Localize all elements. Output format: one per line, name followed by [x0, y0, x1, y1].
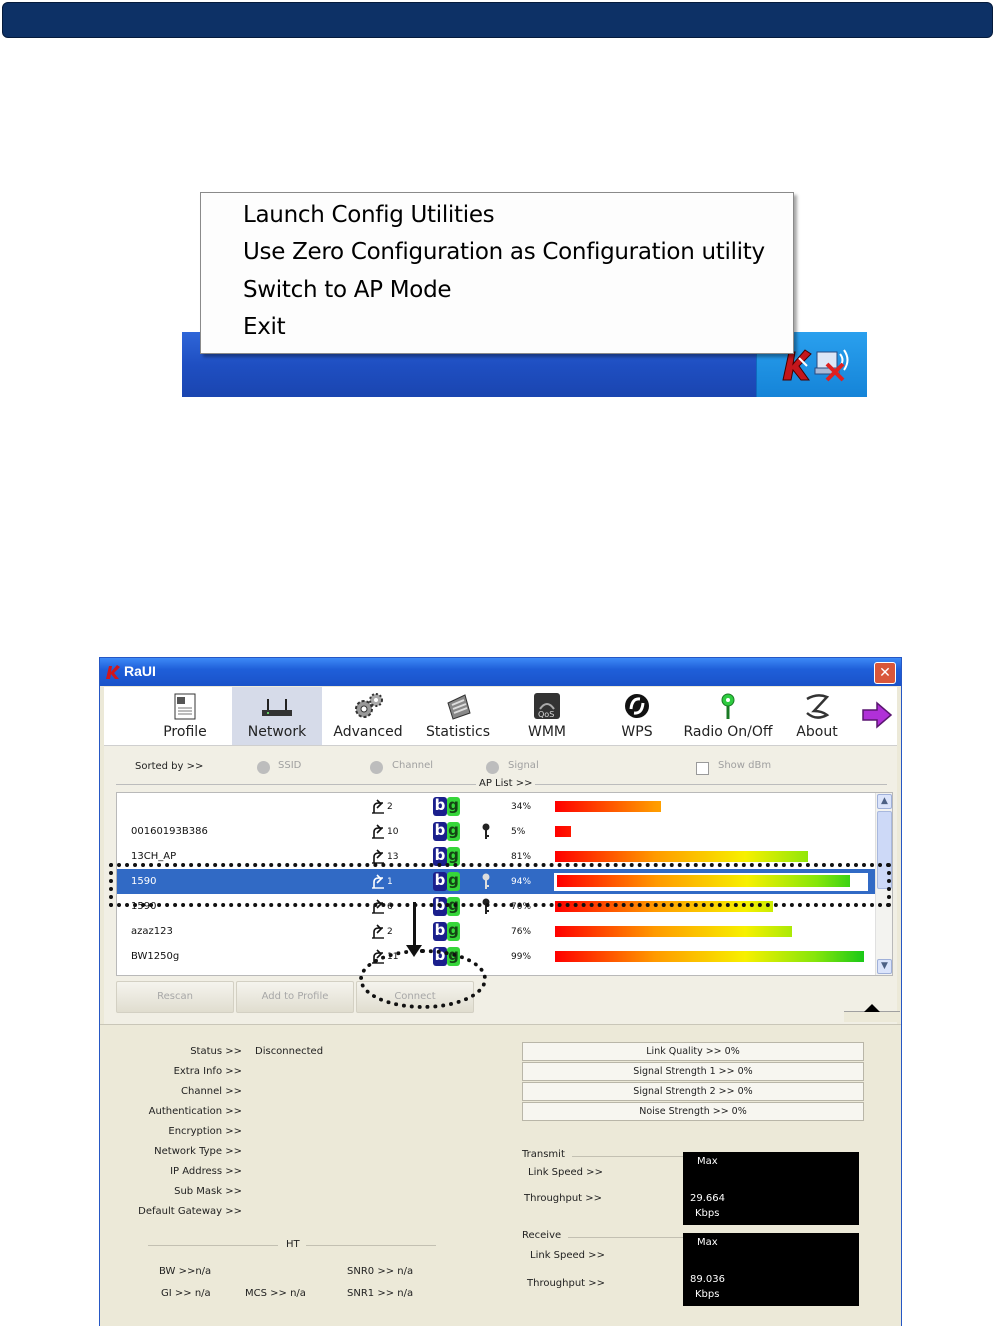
- transmit-unit: Kbps: [695, 1208, 720, 1219]
- tab-profile[interactable]: [144, 687, 226, 745]
- mode-g-icon: g: [448, 946, 459, 964]
- noise-strength-meter: Noise Strength >> 0%: [522, 1102, 864, 1121]
- scroll-down-button[interactable]: ▼: [877, 959, 892, 974]
- arrow-right-icon[interactable]: [861, 700, 893, 730]
- status-value: Disconnected: [255, 1046, 324, 1057]
- tab-label: Statistics: [426, 724, 490, 740]
- tab-label: Network: [247, 724, 307, 740]
- mode-b-icon: b: [434, 871, 446, 889]
- header-bar: [2, 2, 993, 38]
- ap-channel: 11: [387, 952, 399, 962]
- mode-g-icon: g: [448, 796, 459, 814]
- menu-item-exit[interactable]: Exit: [243, 314, 286, 340]
- ap-ssid: BW1250g: [131, 951, 180, 962]
- menu-item-launch-config[interactable]: Launch Config Utilities: [243, 202, 495, 228]
- receive-graph: [683, 1233, 859, 1306]
- ap-ssid: azaz123: [131, 926, 173, 937]
- signal-strength-bar: [555, 801, 661, 812]
- rescan-button[interactable]: Rescan: [116, 981, 234, 1013]
- ap-signal-percent: 81%: [511, 852, 532, 862]
- link-quality-meter: Link Quality >> 0%: [522, 1042, 864, 1061]
- raui-window: [99, 657, 902, 1326]
- tab-label: Profile: [163, 724, 207, 740]
- receive-title: Receive: [522, 1230, 562, 1241]
- receive-max-label: Max: [697, 1237, 718, 1248]
- encryption-label: Encryption >>: [168, 1126, 242, 1137]
- annotation-arrow: [413, 902, 416, 948]
- tab-about[interactable]: [784, 687, 850, 745]
- statistics-icon: [443, 691, 473, 721]
- window-title: RaUI: [124, 663, 156, 679]
- show-dbm-label: Show dBm: [718, 760, 772, 771]
- triangle-up-icon: [864, 1004, 880, 1012]
- ap-signal-percent: 94%: [511, 877, 532, 887]
- default-gateway-label: Default Gateway >>: [138, 1206, 242, 1217]
- close-button[interactable]: ✕: [874, 662, 896, 684]
- ap-ssid: 13CH_AP: [131, 851, 177, 862]
- ap-ssid: 1590: [131, 876, 157, 887]
- ap-channel: 13: [387, 852, 399, 862]
- ht-mcs: MCS >> n/a: [245, 1288, 306, 1299]
- tray-menu-screenshot: [182, 192, 866, 397]
- raui-app-icon: [105, 664, 121, 680]
- signal-strength-bar: [555, 826, 571, 837]
- mode-b-icon: b: [434, 821, 446, 839]
- ht-title: HT: [286, 1239, 300, 1250]
- authentication-label: Authentication >>: [148, 1106, 242, 1117]
- ht-gi: GI >> n/a: [161, 1288, 211, 1299]
- key-icon: [481, 823, 491, 840]
- tab-label: Advanced: [333, 724, 403, 740]
- selected-ap-highlight: [109, 863, 891, 907]
- sort-ssid-radio[interactable]: [257, 761, 270, 774]
- ap-signal-percent: 70%: [511, 902, 532, 912]
- toolbar: [104, 687, 897, 746]
- ap-signal-percent: 5%: [511, 827, 526, 837]
- mode-b-icon: b: [434, 846, 446, 864]
- sort-signal-label: Signal: [508, 760, 539, 771]
- ap-channel: 6: [387, 902, 393, 912]
- ap-list-row[interactable]: [117, 819, 875, 844]
- tab-wps[interactable]: [602, 687, 672, 745]
- qos-icon: [532, 691, 562, 721]
- status-panel: [100, 1024, 901, 1326]
- ap-list-label: AP List >>: [476, 778, 535, 789]
- channel-label: Channel >>: [181, 1086, 242, 1097]
- menu-item-switch-ap-mode[interactable]: Switch to AP Mode: [243, 277, 452, 303]
- mode-b-icon: b: [434, 796, 446, 814]
- profile-icon: [172, 691, 198, 721]
- signal-strength-bar: [555, 926, 792, 937]
- add-to-profile-button[interactable]: Add to Profile: [236, 981, 354, 1013]
- mode-b-icon: b: [434, 946, 446, 964]
- context-menu: [200, 192, 794, 354]
- transmit-throughput-label: Throughput >>: [524, 1193, 603, 1204]
- mode-g-icon: g: [448, 846, 459, 864]
- show-dbm-checkbox[interactable]: [696, 762, 709, 775]
- ap-channel: 1: [387, 877, 393, 887]
- channel-icon: [371, 923, 387, 940]
- wps-icon: [622, 691, 652, 721]
- transmit-link-speed-label: Link Speed >>: [528, 1167, 603, 1178]
- receive-value: 89.036: [690, 1274, 725, 1285]
- ap-list-row[interactable]: [117, 944, 875, 969]
- ap-channel: 2: [387, 802, 393, 812]
- tab-label: WMM: [527, 724, 566, 740]
- ap-signal-percent: 76%: [511, 927, 532, 937]
- tab-label: Radio On/Off: [683, 724, 773, 740]
- mode-g-icon: g: [448, 821, 459, 839]
- ap-channel: 10: [387, 827, 399, 837]
- scroll-up-button[interactable]: ▲: [877, 794, 892, 809]
- extra-info-label: Extra Info >>: [173, 1066, 242, 1077]
- ap-signal-percent: 34%: [511, 802, 532, 812]
- title-bar[interactable]: [100, 658, 901, 686]
- sorted-by-label: Sorted by >>: [135, 761, 204, 772]
- ht-divider-left: [148, 1245, 278, 1246]
- signal-strength-1-meter: Signal Strength 1 >> 0%: [522, 1062, 864, 1081]
- signal-strength-bar: [555, 951, 864, 962]
- mode-b-icon: b: [434, 921, 446, 939]
- network-type-label: Network Type >>: [154, 1146, 242, 1157]
- mode-b-icon: b: [434, 896, 446, 914]
- ap-ssid: 00160193B386: [131, 826, 208, 837]
- tab-label: About: [796, 724, 838, 740]
- ap-list-row[interactable]: [117, 919, 875, 944]
- transmit-value: 29.664: [690, 1193, 725, 1204]
- ht-snr0: SNR0 >> n/a: [347, 1266, 414, 1277]
- ap-list-row[interactable]: [117, 794, 875, 819]
- signal-strength-2-meter: Signal Strength 2 >> 0%: [522, 1082, 864, 1101]
- channel-icon: [371, 798, 387, 815]
- receive-link-speed-label: Link Speed >>: [530, 1250, 605, 1261]
- receive-throughput-label: Throughput >>: [527, 1278, 606, 1289]
- network-icon: [259, 691, 295, 721]
- ht-divider-right: [306, 1245, 436, 1246]
- signal-strength-bar: [555, 851, 808, 862]
- tab-advanced[interactable]: [326, 687, 410, 745]
- ap-signal-percent: 99%: [511, 952, 532, 962]
- status-label: Status >>: [190, 1046, 242, 1057]
- sort-signal-radio[interactable]: [486, 761, 499, 774]
- collapse-panel-button[interactable]: [844, 1011, 900, 1022]
- ap-channel: 2: [387, 927, 393, 937]
- transmit-max-label: Max: [697, 1156, 718, 1167]
- menu-item-zero-configuration[interactable]: Use Zero Configuration as Configuration utility: [243, 239, 765, 265]
- connect-highlight: [359, 946, 487, 1009]
- mode-g-icon: g: [448, 921, 459, 939]
- ip-address-label: IP Address >>: [170, 1166, 242, 1177]
- sort-channel-radio[interactable]: [370, 761, 383, 774]
- tab-radio-on-off[interactable]: [678, 687, 778, 745]
- transmit-title: Transmit: [522, 1149, 565, 1160]
- radio-icon: [716, 691, 740, 721]
- ht-snr1: SNR1 >> n/a: [347, 1288, 414, 1299]
- sub-mask-label: Sub Mask >>: [174, 1186, 242, 1197]
- receive-unit: Kbps: [695, 1289, 720, 1300]
- ap-ssid: 1590: [131, 901, 157, 912]
- mode-g-icon: g: [448, 871, 459, 889]
- about-icon: [802, 691, 832, 721]
- tab-label: WPS: [621, 724, 653, 740]
- wireless-network-tray-icon[interactable]: [813, 342, 853, 384]
- tab-network[interactable]: [232, 687, 322, 745]
- tab-statistics[interactable]: [414, 687, 502, 745]
- mode-g-icon: g: [448, 896, 459, 914]
- sort-ssid-label: SSID: [278, 760, 302, 771]
- connect-button[interactable]: Connect: [356, 981, 474, 1013]
- svg-text:QoS: QoS: [538, 710, 555, 719]
- transmit-graph: [683, 1152, 859, 1225]
- ht-bw: BW >>n/a: [159, 1266, 212, 1277]
- gears-icon: [351, 691, 385, 721]
- channel-icon: [371, 823, 387, 840]
- sort-channel-label: Channel: [392, 760, 434, 771]
- tab-wmm[interactable]: [510, 687, 584, 745]
